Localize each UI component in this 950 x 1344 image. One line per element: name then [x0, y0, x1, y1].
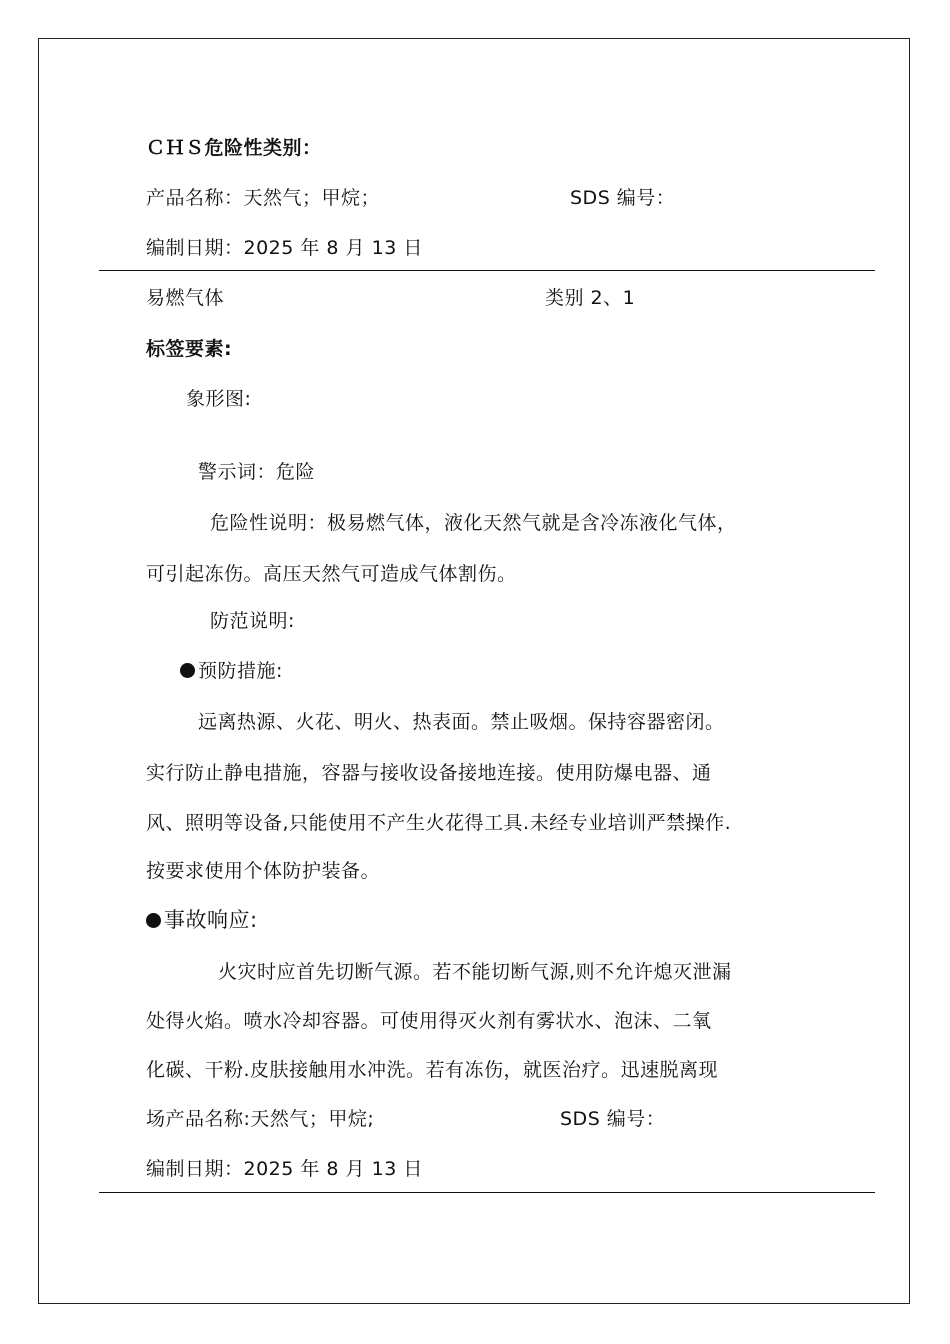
- hazard-class: 易燃气体: [146, 287, 225, 309]
- compile-date-repeat: 编制日期：2025 年 8 月 13 日: [146, 1158, 423, 1180]
- ghs-title: ＣＨＳ危险性类别：: [146, 137, 322, 159]
- prevention-line: 实行防止静电措施，容器与接收设备接地连接。使用防爆电器、通: [146, 762, 712, 784]
- signal-word: 警示词：危险: [198, 461, 316, 483]
- sds-number-repeat: SDS 编号：: [560, 1108, 666, 1130]
- response-line: 火灾时应首先切断气源。若不能切断气源,则不允许熄灭泄漏: [218, 961, 732, 983]
- header-divider: [99, 270, 875, 271]
- response-line: 处得火焰。喷水冷却容器。可使用得灭火剂有雾状水、泡沫、二氧: [146, 1010, 712, 1032]
- product-name: 产品名称：天然气；甲烷；: [146, 187, 381, 209]
- response-heading: [146, 908, 258, 932]
- compile-date: 编制日期：2025 年 8 月 13 日: [146, 237, 423, 259]
- sds-number: SDS 编号：: [570, 187, 676, 209]
- response-line: 化碳、干粉.皮肤接触用水冲洗。若有冻伤，就医治疗。迅速脱离现: [146, 1059, 719, 1081]
- prevention-line: 按要求使用个体防护装备。: [146, 860, 381, 882]
- prevention-heading: [180, 659, 283, 683]
- pictogram-label: 象形图:: [186, 388, 252, 410]
- footer-divider: [99, 1192, 875, 1193]
- response-heading-text: 事故响应:: [164, 908, 258, 932]
- prevention-line: 远离热源、火花、明火、热表面。禁止吸烟。保持容器密闭。: [198, 711, 725, 733]
- bullet-icon: [146, 913, 161, 928]
- bullet-icon: [180, 663, 195, 678]
- hazard-statement-line-2: 可引起冻伤。高压天然气可造成气体割伤。: [146, 563, 517, 585]
- hazard-category: 类别 2、1: [545, 287, 636, 309]
- response-line: 场产品名称:天然气；甲烷;: [146, 1108, 375, 1130]
- label-elements-heading: 标签要素:: [146, 338, 233, 360]
- prevention-heading-text: 预防措施:: [198, 660, 283, 682]
- prevention-line: 风、照明等设备,只能使用不产生火花得工具.未经专业培训严禁操作.: [146, 812, 732, 834]
- precaution-heading: 防范说明:: [210, 610, 295, 632]
- hazard-statement-line-1: 危险性说明：极易燃气体，液化天然气就是含冷冻液化气体，: [210, 512, 737, 534]
